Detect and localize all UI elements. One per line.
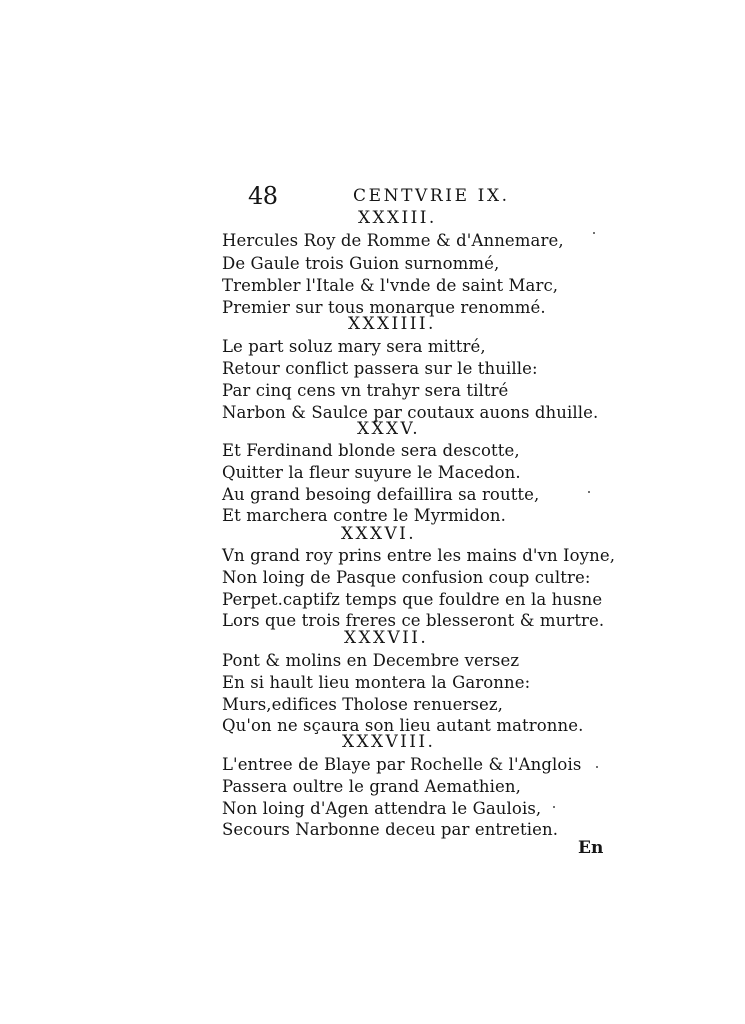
catchword: En: [578, 838, 604, 858]
quatrain-number: XXXIII.: [358, 208, 437, 228]
scan-speck: [588, 491, 590, 493]
verse-line: Et Ferdinand blonde sera descotte,: [222, 441, 520, 460]
verse-line: Et marchera contre le Myrmidon.: [222, 506, 507, 525]
verse-line: Murs,edifices Tholose renuersez,: [222, 695, 504, 714]
verse-line: Quitter la fleur suyure le Macedon.: [222, 463, 521, 482]
verse-line: Secours Narbonne deceu par entretien.: [222, 820, 559, 839]
verse-line: Premier sur tous monarque renommé.: [222, 298, 546, 317]
quatrain-number: XXXVIII.: [342, 732, 436, 752]
running-head: CENTVRIE IX.: [353, 186, 510, 206]
scan-speck: [596, 766, 598, 768]
verse-line: Passera oultre le grand Aemathien,: [222, 777, 521, 796]
verse-line: Par cinq cens vn trahyr sera tiltré: [222, 381, 509, 400]
verse-line: Non loing d'Agen attendra le Gaulois,: [222, 799, 542, 818]
verse-line: Narbon & Saulce par coutaux auons dhuille.: [222, 403, 599, 422]
page-number: 48: [248, 182, 278, 210]
verse-line: Trembler l'Itale & l'vnde de saint Marc,: [222, 276, 559, 295]
verse-line: En si hault lieu montera la Garonne:: [222, 673, 531, 692]
verse-line: Qu'on ne sçaura son lieu autant matronne.: [222, 716, 584, 735]
verse-line: Lors que trois freres ce blesseront & murtre.: [222, 611, 605, 630]
verse-line: Hercules Roy de Romme & d'Annemare,: [222, 231, 564, 250]
verse-line: Le part soluz mary sera mittré,: [222, 337, 486, 356]
verse-line: De Gaule trois Guion surnommé,: [222, 254, 500, 273]
quatrain-number: XXXVII.: [344, 628, 429, 648]
quatrain-number: XXXVI.: [341, 524, 417, 544]
verse-line: Vn grand roy prins entre les mains d'vn Ioyne,: [222, 546, 616, 565]
verse-line: Retour conflict passera sur le thuille:: [222, 359, 538, 378]
verse-line: L'entree de Blaye par Rochelle & l'Anglois: [222, 755, 582, 774]
verse-line: Pont & molins en Decembre versez: [222, 651, 520, 670]
quatrain-number: XXXIIII.: [348, 314, 436, 334]
quatrain-number: XXXV.: [357, 419, 421, 439]
verse-line: Perpet.captifz temps que fouldre en la husne: [222, 590, 603, 609]
verse-line: Non loing de Pasque confusion coup cultre:: [222, 568, 591, 587]
scan-speck: [593, 232, 595, 234]
scan-speck: [553, 806, 555, 808]
verse-line: Au grand besoing defaillira sa routte,: [222, 485, 540, 504]
